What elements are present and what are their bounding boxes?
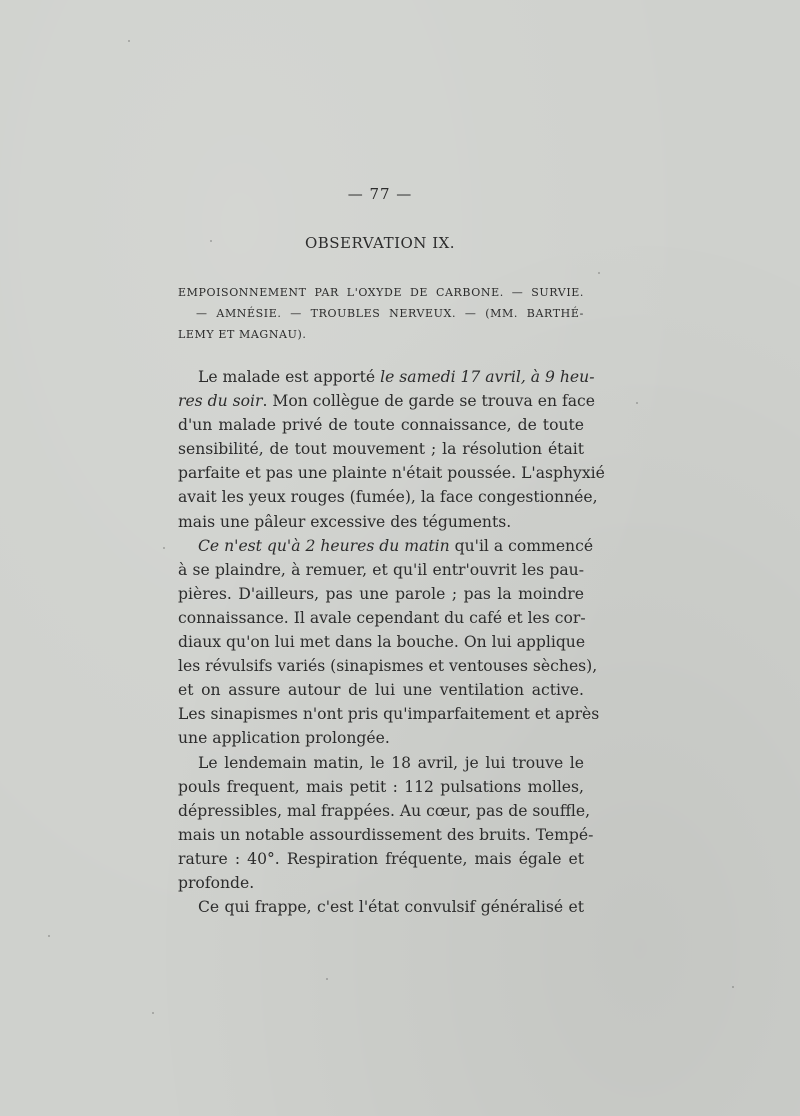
text-line: Ce qui frappe, c'est l'état convulsif généralisé et [198,898,584,917]
text-line: mais une pâleur excessive des téguments. [178,512,512,531]
italic-run: Ce n'est qu'à 2 heures du matin [198,536,450,555]
text-line: Le lendemain matin, le 18 avril, je lui trouve le [198,753,584,772]
text-line: sensibilité, de tout mouvement ; la résolution était [178,440,584,459]
text-line [178,534,594,558]
paper-speck [732,986,734,988]
italic-run: res du soir [178,392,263,411]
observation-title: OBSERVATION IX. [304,234,456,252]
paper-speck [128,40,130,42]
text-line: profonde. [178,873,255,892]
text-run: Le malade est apporté [198,368,381,386]
body-text [178,365,605,919]
page-number: — 77 — [347,185,413,203]
text-line: pouls frequent, mais petit : 112 pulsations molles, [178,777,584,796]
text-line: et on assure autour de lui une ventilation active. [178,681,584,700]
text-line: mais un notable assourdissement des bruits. Tempé- [178,825,594,844]
text-line [178,389,596,413]
paper-speck [152,1012,154,1014]
text-line: d'un malade privé de toute connaissance, de toute [178,416,584,435]
text-line: connaissance. Il avale cependant du café et les cor- [178,608,586,627]
paper-speck [48,935,50,937]
text-line: une application prolongée. [178,729,390,748]
text-run: . Mon collègue de garde se trouva en face [262,392,596,411]
text-line: Les sinapismes n'ont pris qu'imparfaitement et après [178,705,600,724]
subtitle-line: LEMY ET MAGNAU). [178,328,307,341]
text-line: avait les yeux rouges (fumée), la face congestionnée, [178,488,598,507]
paper-speck [636,402,638,404]
text-line: parfaite et pas une plainte n'était poussée. L'asphyxié [178,464,605,483]
paper-speck [598,272,600,274]
paper-speck [163,547,165,549]
text-line: diaux qu'on lui met dans la bouche. On lui applique [178,633,586,652]
subtitle-line: EMPOISONNEMENT PAR L'OXYDE DE CARBONE. — SURVIE. [178,286,584,299]
text-line: les révulsifs variés (sinapismes et ventouses sèches), [178,657,598,676]
text-line [178,365,595,389]
text-line: rature : 40°. Respiration fréquente, mais égale et [178,849,584,868]
text-run: qu'il a commencé [449,536,594,555]
paper-speck [210,240,212,242]
paper-speck [326,978,328,980]
subtitle-line: — AMNÉSIE. — TROUBLES NERVEUX. — (MM. BARTHÉ- [196,307,584,320]
text-line: à se plaindre, à remuer, et qu'il entr'ouvrit les pau- [178,560,584,579]
observation-subtitle [178,282,584,345]
text-line: pières. D'ailleurs, pas une parole ; pas la moindre [178,584,584,603]
italic-run: le samedi 17 avril, à 9 heu- [380,368,595,386]
text-line: dépressibles, mal frappées. Au cœur, pas de souffle, [178,801,591,820]
